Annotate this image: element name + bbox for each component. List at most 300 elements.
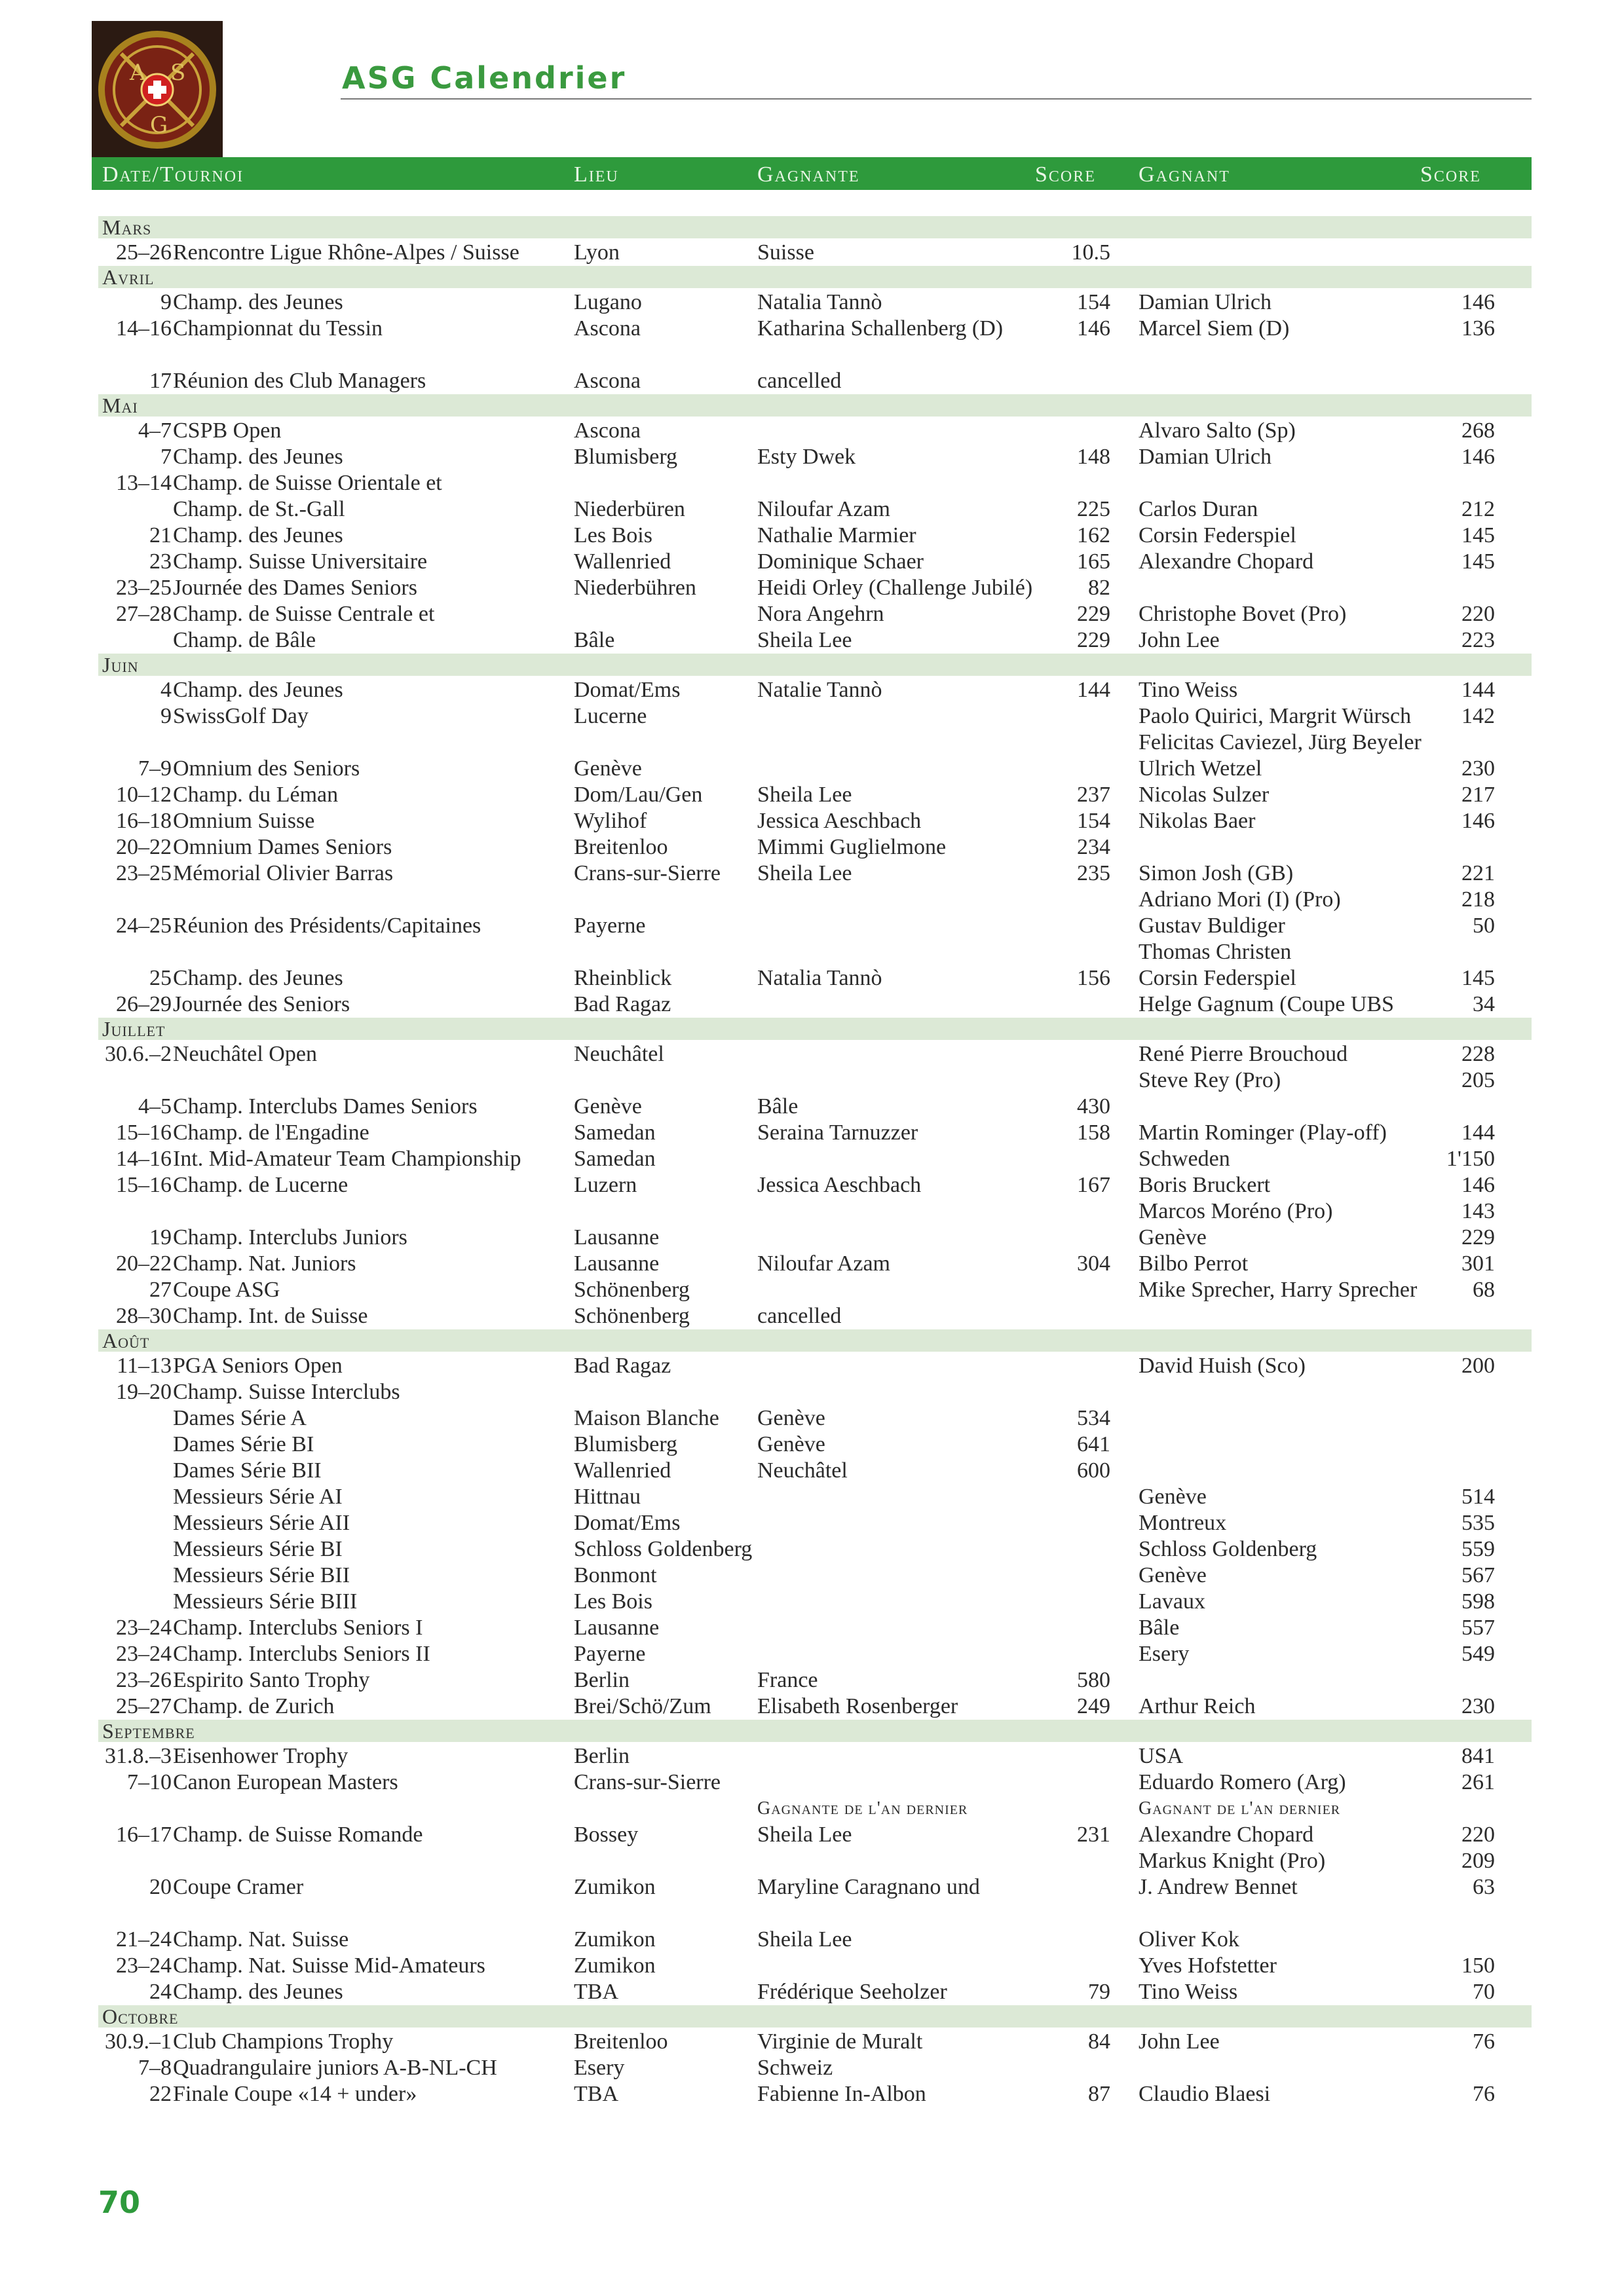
cell-gagnant: Arthur Reich	[1139, 1694, 1256, 1718]
cell-tournament: Champ. Nat. Suisse	[173, 1927, 349, 1952]
cell-gagnant: Simon Josh (GB)	[1139, 861, 1294, 885]
cell-gagnant: Paolo Quirici, Margrit Würsch	[1139, 704, 1412, 728]
section-header-mai: Mai	[98, 394, 1532, 417]
cell-lieu: Lucerne	[574, 704, 647, 728]
cell-gagnant: J. Andrew Bennet	[1139, 1875, 1298, 1899]
cell-date: 14–16	[116, 1147, 172, 1171]
cell-lieu: Breitenloo	[574, 835, 668, 859]
cell-tournament: Journée des Seniors	[173, 992, 350, 1016]
cell-score-gagnante: 79	[1088, 1980, 1110, 2004]
cell-lieu: Ascona	[574, 369, 641, 393]
header-score-2: Score	[1420, 162, 1481, 187]
calendar-row	[0, 991, 1601, 1018]
section-header-juillet: Juillet	[98, 1018, 1532, 1040]
cell-score-gagnante: 148	[1077, 445, 1110, 469]
cell-score-gagnant: 145	[1461, 549, 1495, 574]
cell-lieu: Lugano	[574, 290, 642, 314]
cell-gagnant: René Pierre Brouchoud	[1139, 1042, 1348, 1066]
calendar-row	[0, 677, 1601, 703]
calendar-row	[0, 703, 1601, 730]
cell-date: 25–26	[116, 240, 172, 265]
calendar-row	[0, 939, 1601, 965]
calendar-row	[0, 1432, 1601, 1458]
cell-lieu: Genève	[574, 1094, 642, 1119]
header-score-1: Score	[1035, 162, 1096, 187]
cell-tournament: Canon European Masters	[173, 1770, 398, 1794]
cell-score-gagnant: 144	[1461, 678, 1495, 702]
calendar-row	[0, 549, 1601, 575]
cell-lieu: Lausanne	[574, 1251, 660, 1276]
cell-tournament: Champ. de Suisse Orientale et	[173, 471, 442, 495]
cell-score-gagnante: 534	[1077, 1406, 1110, 1430]
cell-lieu: Luzern	[574, 1173, 637, 1197]
cell-tournament: Champ. Interclubs Seniors I	[173, 1616, 423, 1640]
cell-gagnante: Sheila Lee	[757, 783, 852, 807]
cell-score-gagnante: 231	[1077, 1823, 1110, 1847]
cell-score-gagnante: 154	[1077, 290, 1110, 314]
cell-score-gagnant: 70	[1473, 1980, 1495, 2004]
cell-tournament: Champ. du Léman	[173, 783, 339, 807]
cell-date: 14–16	[116, 316, 172, 341]
cell-tournament: Coupe Cramer	[173, 1875, 304, 1899]
cell-date: 13–14	[116, 471, 172, 495]
cell-date: 9	[160, 704, 172, 728]
calendar-row	[0, 1120, 1601, 1146]
cell-score-gagnant: 146	[1461, 1173, 1495, 1197]
cell-gagnante: Esty Dwek	[757, 445, 856, 469]
cell-score-gagnante: 10.5	[1071, 240, 1110, 265]
cell-gagnante: Virginie de Muralt	[757, 2029, 923, 2054]
cell-score-gagnant: 205	[1461, 1068, 1495, 1092]
calendar-row	[0, 316, 1601, 342]
header-lieu: Lieu	[574, 162, 619, 187]
cell-date: 23–26	[116, 1668, 172, 1692]
cell-date: 23–24	[116, 1642, 172, 1666]
cell-tournament: Champ. Nat. Suisse Mid-Amateurs	[173, 1953, 485, 1978]
cell-tournament: Dames Série BI	[173, 1432, 314, 1456]
cell-score-gagnant: 50	[1473, 914, 1495, 938]
calendar-row	[0, 756, 1601, 782]
cell-score-gagnante: 237	[1077, 783, 1110, 807]
cell-gagnant: Eduardo Romero (Arg)	[1139, 1770, 1346, 1794]
cell-tournament: Coupe ASG	[173, 1278, 280, 1302]
cell-gagnant: John Lee	[1139, 628, 1220, 652]
cell-lieu: Esery	[574, 2056, 625, 2080]
cell-gagnant: Gustav Buldiger	[1139, 914, 1285, 938]
cell-tournament: Dames Série A	[173, 1406, 307, 1430]
calendar-row	[0, 1694, 1601, 1720]
cell-score-gagnant: 76	[1473, 2082, 1495, 2106]
calendar-row	[0, 861, 1601, 887]
cell-gagnante: Seraina Tarnuzzer	[757, 1120, 918, 1145]
cell-score-gagnante: 154	[1077, 809, 1110, 833]
cell-gagnant: Christophe Bovet (Pro)	[1139, 602, 1347, 626]
calendar-row	[0, 1874, 1601, 1900]
cell-score-gagnante: 167	[1077, 1173, 1110, 1197]
cell-gagnante: Neuchâtel	[757, 1458, 848, 1483]
cell-date: 27–28	[116, 602, 172, 626]
calendar-row	[0, 1251, 1601, 1277]
cell-lieu: Niederbühren	[574, 576, 696, 600]
cell-lieu: TBA	[574, 1980, 618, 2004]
cell-score-gagnant: 143	[1461, 1199, 1495, 1223]
cell-lieu: Payerne	[574, 914, 646, 938]
cell-date: 7	[160, 445, 172, 469]
cell-score-gagnant: 220	[1461, 602, 1495, 626]
calendar-row	[0, 1563, 1601, 1589]
cell-gagnante: Sheila Lee	[757, 1823, 852, 1847]
calendar-row	[0, 1405, 1601, 1432]
cell-gagnant: Helge Gagnum (Coupe UBS	[1139, 992, 1395, 1016]
cell-lieu: Crans-sur-Sierre	[574, 1770, 721, 1794]
cell-date: 19	[149, 1225, 172, 1250]
cell-gagnante: Jessica Aeschbach	[757, 809, 922, 833]
cell-lieu: Berlin	[574, 1744, 630, 1768]
calendar-row	[0, 1536, 1601, 1563]
cell-score-gagnant: 136	[1461, 316, 1495, 341]
cell-gagnante: Genève	[757, 1406, 825, 1430]
cell-gagnant: Montreux	[1139, 1511, 1227, 1535]
calendar-row	[0, 2029, 1601, 2055]
cell-tournament: Champ. de Lucerne	[173, 1173, 348, 1197]
page-number: 70	[98, 2185, 141, 2220]
calendar-row	[0, 601, 1601, 627]
cell-score-gagnant: 549	[1461, 1642, 1495, 1666]
cell-tournament: Champ. de l'Engadine	[173, 1120, 369, 1145]
cell-score-gagnante: 234	[1077, 835, 1110, 859]
calendar-row	[0, 1303, 1601, 1329]
title-divider	[341, 98, 1532, 100]
cell-score-gagnant: 230	[1461, 756, 1495, 781]
cell-lieu: Wallenried	[574, 549, 671, 574]
cell-gagnante: Frédérique Seeholzer	[757, 1980, 947, 2004]
cell-date: 22	[149, 2082, 172, 2106]
cell-lieu: Wylihof	[574, 809, 647, 833]
cell-tournament: Champ. des Jeunes	[173, 523, 343, 547]
cell-score-gagnant: 268	[1461, 418, 1495, 443]
calendar-row	[0, 1353, 1601, 1379]
calendar-row	[0, 1198, 1601, 1225]
cell-gagnant: David Huish (Sco)	[1139, 1354, 1306, 1378]
calendar-row	[0, 1041, 1601, 1067]
cell-gagnant: Esery	[1139, 1642, 1190, 1666]
calendar-row	[0, 368, 1601, 394]
calendar-row	[0, 1379, 1601, 1405]
calendar-row	[0, 523, 1601, 549]
cell-date: 27	[149, 1278, 172, 1302]
cell-tournament: Champ. de Suisse Romande	[173, 1823, 423, 1847]
header-date-tournoi: Date/Tournoi	[102, 162, 244, 187]
cell-date: 20–22	[116, 835, 172, 859]
cell-date: 21–24	[116, 1927, 172, 1952]
cell-gagnant: Claudio Blaesi	[1139, 2082, 1271, 2106]
cell-gagnant: Tino Weiss	[1139, 678, 1238, 702]
cell-tournament: Omnium des Seniors	[173, 756, 360, 781]
cell-date: 15–16	[116, 1173, 172, 1197]
calendar-row	[0, 1927, 1601, 1953]
cell-lieu: Dom/Lau/Gen	[574, 783, 703, 807]
cell-date: 17	[149, 369, 172, 393]
calendar-row	[0, 1848, 1601, 1874]
cell-date: 30.9.–1	[105, 2029, 172, 2054]
cell-gagnante: Suisse	[757, 240, 814, 265]
cell-lieu: Niederbüren	[574, 497, 685, 521]
cell-lieu: Berlin	[574, 1668, 630, 1692]
cell-gagnante: Katharina Schallenberg (D)	[757, 316, 1004, 341]
cell-tournament: Omnium Dames Seniors	[173, 835, 392, 859]
section-header-juin: Juin	[98, 654, 1532, 676]
cell-lieu: Schönenberg	[574, 1304, 690, 1328]
cell-tournament: Quadrangulaire juniors A-B-NL-CH	[173, 2056, 497, 2080]
cell-gagnant: Lavaux	[1139, 1589, 1205, 1614]
cell-score-gagnant: 841	[1461, 1744, 1495, 1768]
cell-score-gagnant: 221	[1461, 861, 1495, 885]
cell-tournament: PGA Seniors Open	[173, 1354, 343, 1378]
cell-score-gagnant: 209	[1461, 1849, 1495, 1873]
calendar-row	[0, 470, 1601, 496]
cell-date: 7–8	[138, 2056, 172, 2080]
cell-gagnant: Damian Ulrich	[1139, 290, 1271, 314]
calendar-row	[0, 1589, 1601, 1615]
cell-tournament: Champ. de Suisse Centrale et	[173, 602, 435, 626]
cell-tournament: Réunion des Club Managers	[173, 369, 426, 393]
cell-lieu: Zumikon	[574, 1953, 656, 1978]
cell-date: 7–9	[138, 756, 172, 781]
cell-score-gagnant: 559	[1461, 1537, 1495, 1561]
cell-gagnant: Corsin Federspiel	[1139, 966, 1296, 990]
cell-date: 31.8.–3	[105, 1744, 172, 1768]
cell-date: 20	[149, 1875, 172, 1899]
cell-gagnant: USA	[1139, 1744, 1184, 1768]
asg-emblem-icon	[92, 21, 223, 158]
calendar-row	[0, 1146, 1601, 1172]
cell-gagnante: Natalia Tannò	[757, 290, 882, 314]
section-header-avril: Avril	[98, 266, 1532, 288]
cell-lieu: Domat/Ems	[574, 678, 681, 702]
cell-score-gagnante: 229	[1077, 628, 1110, 652]
cell-date: 26–29	[116, 992, 172, 1016]
cell-gagnant: Boris Bruckert	[1139, 1173, 1271, 1197]
cell-date: 15–16	[116, 1120, 172, 1145]
calendar-row	[0, 730, 1601, 756]
cell-score-gagnant: 230	[1461, 1694, 1495, 1718]
calendar-row	[0, 418, 1601, 444]
cell-gagnante: Sheila Lee	[757, 861, 852, 885]
cell-gagnant: John Lee	[1139, 2029, 1220, 2054]
cell-lieu: Blumisberg	[574, 1432, 678, 1456]
cell-gagnant: Genève	[1139, 1225, 1207, 1250]
cell-lieu: Ascona	[574, 316, 641, 341]
cell-date: 23–24	[116, 1953, 172, 1978]
cell-tournament: Mémorial Olivier Barras	[173, 861, 394, 885]
cell-gagnant: Oliver Kok	[1139, 1927, 1239, 1952]
cell-lieu: Lausanne	[574, 1616, 660, 1640]
cell-score-gagnant: 261	[1461, 1770, 1495, 1794]
cell-score-gagnante: 235	[1077, 861, 1110, 885]
cell-score-gagnante: 144	[1077, 678, 1110, 702]
cell-score-gagnant: 146	[1461, 809, 1495, 833]
cell-tournament: Messieurs Série BIII	[173, 1589, 358, 1614]
cell-score-gagnant: 229	[1461, 1225, 1495, 1250]
cell-score-gagnante: 304	[1077, 1251, 1110, 1276]
cell-lieu: Payerne	[574, 1642, 646, 1666]
cell-score-gagnant: 220	[1461, 1823, 1495, 1847]
cell-gagnant: Nicolas Sulzer	[1139, 783, 1270, 807]
cell-gagnant: Adriano Mori (I) (Pro)	[1139, 887, 1341, 912]
cell-tournament: Club Champions Trophy	[173, 2029, 394, 2054]
cell-gagnant: Schloss Goldenberg	[1139, 1537, 1317, 1561]
cell-gagnant: Thomas Christen	[1139, 940, 1292, 964]
calendar-row	[0, 1822, 1601, 1848]
cell-tournament: Champ. Int. de Suisse	[173, 1304, 368, 1328]
cell-lieu: Les Bois	[574, 1589, 652, 1614]
calendar-row	[0, 782, 1601, 808]
cell-gagnante: Niloufar Azam	[757, 497, 890, 521]
cell-lieu: Bâle	[574, 628, 615, 652]
cell-gagnante: Jessica Aeschbach	[757, 1173, 922, 1197]
cell-gagnant: Marcel Siem (D)	[1139, 316, 1290, 341]
cell-lieu: Zumikon	[574, 1927, 656, 1952]
svg-text:A: A	[130, 60, 146, 86]
cell-score-gagnante: 156	[1077, 966, 1110, 990]
calendar-row	[0, 1067, 1601, 1094]
cell-lieu: Zumikon	[574, 1875, 656, 1899]
cell-lieu: Bonmont	[574, 1563, 657, 1587]
section-header-septembre: Septembre	[98, 1720, 1532, 1742]
cell-score-gagnant: 146	[1461, 290, 1495, 314]
cell-score-gagnant: 598	[1461, 1589, 1495, 1614]
cell-gagnante: Sheila Lee	[757, 628, 852, 652]
calendar-row	[0, 2055, 1601, 2081]
calendar-row	[0, 2081, 1601, 2107]
cell-tournament: Champ. de St.-Gall	[173, 497, 345, 521]
cell-lieu: Schloss Goldenberg	[574, 1537, 753, 1561]
cell-score-gagnante: 430	[1077, 1094, 1110, 1119]
calendar-row	[0, 965, 1601, 991]
cell-gagnant: Corsin Federspiel	[1139, 523, 1296, 547]
calendar-row	[0, 1979, 1601, 2005]
cell-tournament: Champ. Interclubs Dames Seniors	[173, 1094, 478, 1119]
cell-score-gagnante: 229	[1077, 602, 1110, 626]
cell-date: 28–30	[116, 1304, 172, 1328]
cell-tournament: Champ. des Jeunes	[173, 290, 343, 314]
cell-gagnante: cancelled	[757, 369, 842, 393]
cell-score-gagnant: 228	[1461, 1042, 1495, 1066]
cell-tournament: Réunion des Présidents/Capitaines	[173, 914, 481, 938]
calendar-row	[0, 1458, 1601, 1484]
cell-score-gagnant: 150	[1461, 1953, 1495, 1978]
cell-lieu: Hittnau	[574, 1485, 641, 1509]
cell-lieu: TBA	[574, 2082, 618, 2106]
cell-date: 16–18	[116, 809, 172, 833]
cell-tournament: Messieurs Série AI	[173, 1485, 343, 1509]
cell-gagnant: Nikolas Baer	[1139, 809, 1256, 833]
cell-tournament: Neuchâtel Open	[173, 1042, 317, 1066]
cell-gagnant: Alexandre Chopard	[1139, 549, 1314, 574]
cell-gagnant: Bilbo Perrot	[1139, 1251, 1249, 1276]
asg-logo	[92, 21, 223, 158]
cell-score-gagnante: 600	[1077, 1458, 1110, 1483]
calendar-row	[0, 887, 1601, 913]
cell-date: 7–10	[127, 1770, 172, 1794]
cell-date: 23–25	[116, 576, 172, 600]
cell-date: 24	[149, 1980, 172, 2004]
cell-gagnante: Schweiz	[757, 2056, 833, 2080]
calendar-row	[0, 913, 1601, 939]
cell-score-gagnant: 145	[1461, 966, 1495, 990]
cell-lieu: Samedan	[574, 1147, 656, 1171]
cell-date: 19–20	[116, 1380, 172, 1404]
cell-date: 4–5	[138, 1094, 172, 1119]
cell-gagnante: Maryline Caragnano und	[757, 1875, 980, 1899]
cell-lieu: Maison Blanche	[574, 1406, 719, 1430]
header-gagnant: Gagnant	[1139, 162, 1230, 187]
cell-gagnant: Genève	[1139, 1485, 1207, 1509]
cell-tournament: Espirito Santo Trophy	[173, 1668, 370, 1692]
cell-gagnante: Elisabeth Rosenberger	[757, 1694, 958, 1718]
header-gagnante: Gagnante	[757, 162, 860, 187]
cell-score-gagnante: 146	[1077, 316, 1110, 341]
cell-score-gagnant: 146	[1461, 445, 1495, 469]
calendar-row	[0, 1615, 1601, 1641]
cell-score-gagnante: 162	[1077, 523, 1110, 547]
cell-gagnante: Natalie Tannò	[757, 678, 882, 702]
cell-gagnante: Heidi Orley (Challenge Jubilé)	[757, 576, 1033, 600]
cell-score-gagnant: 145	[1461, 523, 1495, 547]
cell-score-gagnante: 82	[1088, 576, 1110, 600]
cell-gagnant: Gagnant de l'an dernier	[1139, 1798, 1341, 1819]
cell-score-gagnant: 63	[1473, 1875, 1495, 1899]
cell-date: 30.6.–2	[105, 1042, 172, 1066]
calendar-row	[0, 1277, 1601, 1303]
cell-score-gagnante: 249	[1077, 1694, 1110, 1718]
cell-gagnante: Nora Angehrn	[757, 602, 884, 626]
cell-gagnante: Sheila Lee	[757, 1927, 852, 1952]
cell-score-gagnant: 76	[1473, 2029, 1495, 2054]
cell-tournament: Champ. de Zurich	[173, 1694, 335, 1718]
calendar-row	[0, 1769, 1601, 1796]
cell-score-gagnant: 535	[1461, 1511, 1495, 1535]
cell-gagnant: Felicitas Caviezel, Jürg Beyeler	[1139, 730, 1422, 754]
cell-gagnant: Damian Ulrich	[1139, 445, 1271, 469]
cell-gagnante: Niloufar Azam	[757, 1251, 890, 1276]
calendar-row	[0, 627, 1601, 654]
cell-score-gagnante: 580	[1077, 1668, 1110, 1692]
cell-tournament: Champ. Suisse Universitaire	[173, 549, 428, 574]
cell-gagnant: Martin Rominger (Play-off)	[1139, 1120, 1387, 1145]
cell-gagnante: France	[757, 1668, 818, 1692]
cell-tournament: Eisenhower Trophy	[173, 1744, 348, 1768]
cell-lieu: Lyon	[574, 240, 620, 265]
calendar-row	[0, 1953, 1601, 1979]
calendar-row	[0, 342, 1601, 368]
cell-score-gagnant: 217	[1461, 783, 1495, 807]
cell-lieu: Bad Ragaz	[574, 992, 671, 1016]
cell-tournament: Championnat du Tessin	[173, 316, 383, 341]
cell-tournament: SwissGolf Day	[173, 704, 309, 728]
cell-tournament: Champ. des Jeunes	[173, 966, 343, 990]
cell-gagnante: Mimmi Guglielmone	[757, 835, 947, 859]
section-header-octobre: Octobre	[98, 2005, 1532, 2028]
cell-tournament: Omnium Suisse	[173, 809, 315, 833]
cell-tournament: Finale Coupe «14 + under»	[173, 2082, 417, 2106]
cell-tournament: Messieurs Série BI	[173, 1537, 343, 1561]
cell-tournament: Rencontre Ligue Rhône-Alpes / Suisse	[173, 240, 519, 265]
cell-date: 24–25	[116, 914, 172, 938]
cell-score-gagnant: 301	[1461, 1251, 1495, 1276]
svg-text:S: S	[170, 60, 186, 86]
cell-gagnante: Gagnante de l'an dernier	[757, 1798, 968, 1819]
